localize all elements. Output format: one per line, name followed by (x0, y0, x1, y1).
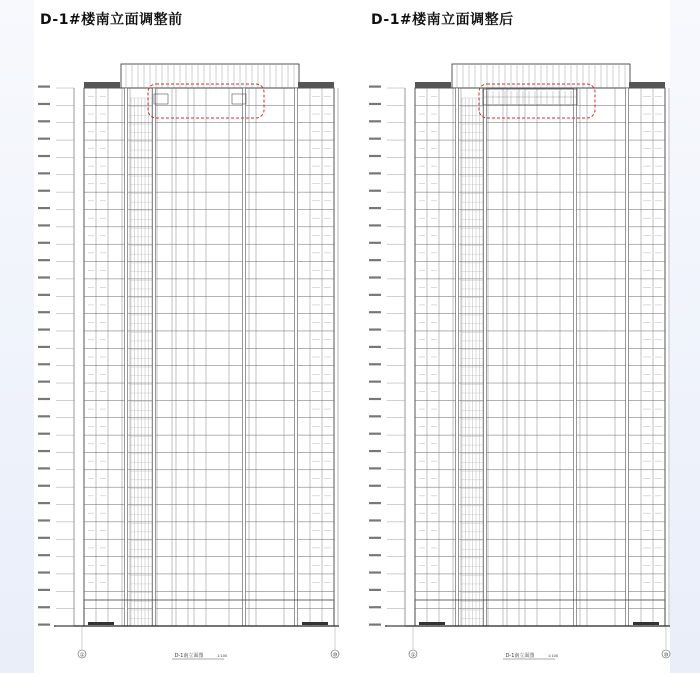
level-label (38, 415, 50, 417)
level-label (369, 103, 381, 105)
level-label (369, 606, 381, 608)
level-label (369, 120, 381, 122)
level-label (38, 86, 50, 88)
facade-pilaster (456, 88, 459, 626)
roof-cap-right (298, 82, 334, 88)
level-label (369, 485, 381, 487)
facade-pilaster (484, 88, 487, 626)
facade-group (38, 64, 339, 659)
level-label (369, 328, 381, 330)
level-label (38, 207, 50, 209)
level-label (38, 311, 50, 313)
facade-pilaster (574, 88, 577, 626)
level-label (38, 519, 50, 521)
entrance-slab-right (633, 622, 659, 625)
level-label (38, 294, 50, 296)
level-label (369, 398, 381, 400)
facade-pilaster (153, 88, 156, 626)
level-label (38, 276, 50, 278)
axis-label-end: ⑩ (663, 652, 669, 659)
level-label (369, 415, 381, 417)
level-label (369, 554, 381, 556)
level-label (369, 381, 381, 383)
level-label (369, 589, 381, 591)
level-label (38, 138, 50, 140)
elevation-drawing-after (365, 58, 680, 670)
drawing-caption: D-1南立面图 (174, 653, 204, 659)
level-label (369, 519, 381, 521)
level-label (38, 589, 50, 591)
level-label (369, 467, 381, 469)
level-label (38, 103, 50, 105)
level-label (369, 294, 381, 296)
level-label (38, 190, 50, 192)
level-label (369, 624, 381, 626)
level-label (38, 155, 50, 157)
entrance-slab-left (88, 622, 114, 625)
level-label (369, 502, 381, 504)
level-label (369, 138, 381, 140)
level-label (369, 276, 381, 278)
axis-label-end: ⑩ (332, 652, 338, 659)
roof-cap-left (415, 82, 451, 88)
level-label (38, 571, 50, 573)
level-label (369, 224, 381, 226)
level-label (38, 450, 50, 452)
drawing-scale: 1:100 (548, 654, 559, 658)
level-label (369, 86, 381, 88)
level-label (38, 502, 50, 504)
level-label (38, 433, 50, 435)
facade-pilaster (295, 88, 298, 626)
level-label (38, 624, 50, 626)
facade-pilaster (243, 88, 246, 626)
level-label (38, 224, 50, 226)
roof-cap-right (629, 82, 665, 88)
elevation-drawing-before (34, 58, 349, 670)
level-label (38, 259, 50, 261)
level-label (38, 537, 50, 539)
left-margin-background (0, 0, 34, 673)
level-label (38, 172, 50, 174)
facade-pilaster (626, 88, 629, 626)
entrance-slab-left (419, 622, 445, 625)
level-label (38, 346, 50, 348)
panel-title-after: D-1#楼南立面调整后 (371, 12, 514, 28)
level-label (38, 381, 50, 383)
level-label (369, 571, 381, 573)
level-label (38, 606, 50, 608)
level-label (369, 433, 381, 435)
level-label (369, 346, 381, 348)
level-label (369, 172, 381, 174)
entrance-slab-right (302, 622, 328, 625)
roof-cap-left (84, 82, 120, 88)
level-label (369, 363, 381, 365)
facade-group (369, 64, 670, 659)
level-label (38, 485, 50, 487)
level-label (369, 311, 381, 313)
panel-title-before: D-1#楼南立面调整前 (40, 12, 183, 28)
level-label (38, 398, 50, 400)
axis-label-start: ① (410, 652, 416, 659)
drawing-scale: 1:100 (217, 654, 228, 658)
level-label (369, 450, 381, 452)
level-label (38, 363, 50, 365)
level-label (369, 207, 381, 209)
drawing-caption: D-1南立面图 (505, 653, 535, 659)
level-label (369, 155, 381, 157)
level-label (369, 537, 381, 539)
level-label (38, 120, 50, 122)
level-label (38, 554, 50, 556)
level-label (38, 467, 50, 469)
axis-label-start: ① (79, 652, 85, 659)
level-label (369, 242, 381, 244)
level-label (369, 190, 381, 192)
roof-box-left (154, 94, 168, 104)
level-label (38, 328, 50, 330)
level-label (369, 259, 381, 261)
level-label (38, 242, 50, 244)
facade-pilaster (125, 88, 128, 626)
